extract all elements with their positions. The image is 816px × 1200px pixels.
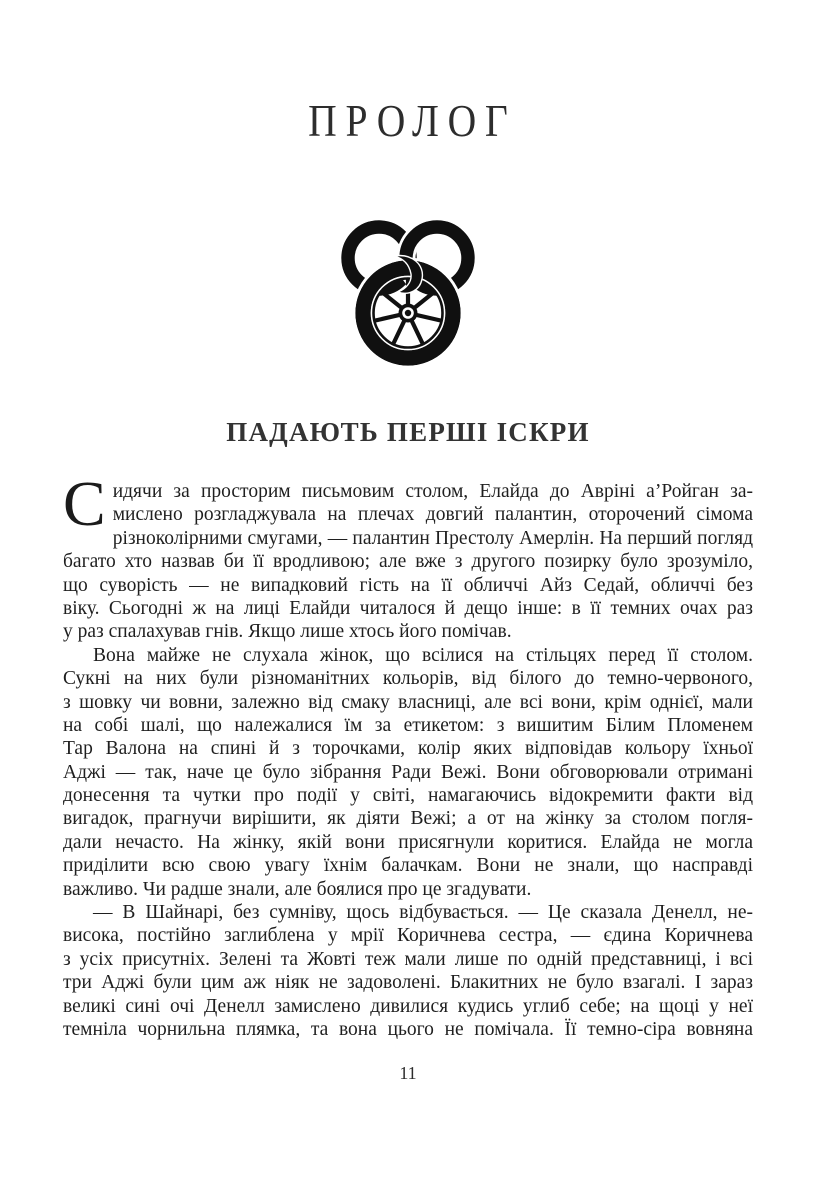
body-line: Сукні на них були різноманітних кольорів, від білого до темно-червоного, <box>63 668 753 690</box>
body-line: идячи за просторим письмовим столом, Елайда до Авріні а’Ройган за- <box>112 481 753 502</box>
body-line: великі сині очі Денелл замислено дивилися кудись углиб себе; на щоці у неї <box>63 995 753 1017</box>
body-line: темніла чорнильна плямка, та вона цього не помічала. Її темно-сіра вовняна <box>63 1018 753 1040</box>
chapter-heading: ПАДАЮТЬ ПЕРШІ ІСКРИ <box>226 417 590 447</box>
body-line: з шовку чи вовни, залежно від смаку власниці, але всі вони, крім однієї, мали <box>63 691 753 713</box>
body-line: висока, постійно заглиблена у мрії Коричнева сестра, — єдина Коричнева <box>63 925 753 947</box>
body-text <box>63 468 753 1041</box>
body-line: Вона майже не слухала жінок, що всілися на стільцях перед її столом. <box>93 644 753 666</box>
body-line: багато хто назвав би її вродливою; але вже з другого позирку було зрозуміло, <box>63 551 753 573</box>
drop-cap: С <box>63 468 106 539</box>
body-line: три Аджі були цим аж ніяк не задоволені. Блакитних не було взагалі. І зараз <box>63 972 753 994</box>
body-line: що суворість — не випадковий гість на її обличчі Айз Седай, обличчі без <box>63 574 753 596</box>
body-line: важливо. Чи радше знали, але боялися про це згадувати. <box>63 878 532 900</box>
emblem-container <box>0 209 816 369</box>
body-line: різноколірними смугами, — палантин Престолу Амерлін. На перший погляд <box>112 527 753 549</box>
body-line: дали нечасто. На жінку, якій вони присягнули коритися. Елайда не могла <box>63 831 753 853</box>
paragraph <box>63 468 753 644</box>
body-line: віку. Сьогодні ж на лиці Елайди читалося й дещо інше: в її темних очах раз <box>63 597 753 619</box>
body-line: донесення та чутки про події у світі, намагаючись відокремити факти від <box>63 785 753 807</box>
page-title: ПРОЛОГ <box>308 96 517 146</box>
body-line: Тар Валона на спині й з торочками, колір яких відповідав кольору їхньої <box>63 738 753 760</box>
page-number: 11 <box>399 1063 417 1083</box>
body-line: у раз спалахував гнів. Якщо лише хтось його помічав. <box>63 621 512 643</box>
body-line: вигадок, прагнучи вирішити, як діяти Вежі; а от на жінку за столом погля- <box>63 808 753 830</box>
body-line: Аджі — так, наче це було зібрання Ради Вежі. Вони обговорювали отримані <box>63 761 753 783</box>
body-line: з усіх присутніх. Зелені та Жовті теж мали лише по одній представниці, і всі <box>63 948 753 970</box>
body-line: — В Шайнарі, без сумніву, щось відбувається. — Це сказала Денелл, не- <box>93 902 753 924</box>
paragraph <box>63 644 753 901</box>
body-line: приділити всю свою увагу їхнім балачкам. Вони не знали, що насправді <box>63 855 753 877</box>
wheel-serpent-emblem <box>332 209 484 369</box>
body-line: на собі шалі, що належалися їм за етикетом: з вишитим Білим Пломенем <box>63 714 753 736</box>
paragraph <box>63 901 753 1041</box>
body-line: мислено розгладжувала на плечах довгий палантин, оторочений сімома <box>112 504 753 526</box>
